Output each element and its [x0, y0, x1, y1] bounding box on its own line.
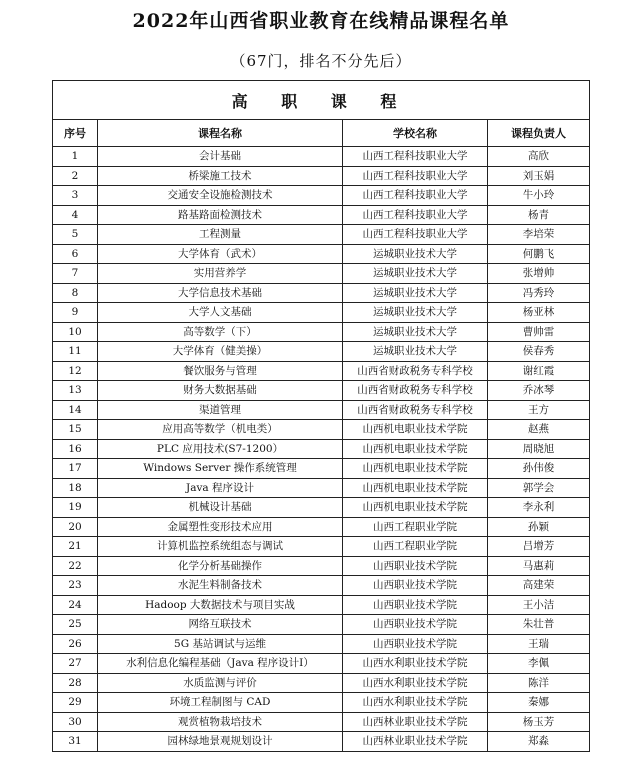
cell-course: 环境工程制图与 CAD [98, 693, 343, 713]
cell-leader: 赵燕 [488, 420, 590, 440]
cell-course: PLC 应用技术(S7-1200） [98, 439, 343, 459]
cell-leader: 牛小玲 [488, 186, 590, 206]
cell-no: 10 [53, 322, 98, 342]
cell-leader: 王瑞 [488, 634, 590, 654]
cell-no: 21 [53, 537, 98, 557]
cell-no: 6 [53, 244, 98, 264]
cell-school: 山西水利职业技术学院 [343, 693, 488, 713]
cell-course: 机械设计基础 [98, 498, 343, 518]
cell-leader: 侯春秀 [488, 342, 590, 362]
cell-leader: 杨亚林 [488, 303, 590, 323]
cell-school: 山西工程科技职业大学 [343, 225, 488, 245]
cell-leader: 李培荣 [488, 225, 590, 245]
cell-no: 26 [53, 634, 98, 654]
cell-no: 17 [53, 459, 98, 479]
cell-school: 山西机电职业技术学院 [343, 478, 488, 498]
cell-course: 交通安全设施检测技术 [98, 186, 343, 206]
table-row [53, 361, 590, 381]
cell-school: 山西水利职业技术学院 [343, 654, 488, 674]
table-row [53, 732, 590, 752]
cell-no: 13 [53, 381, 98, 401]
cell-school: 山西机电职业技术学院 [343, 420, 488, 440]
table-row [53, 498, 590, 518]
cell-course: 水利信息化编程基础（Java 程序设计Ⅰ） [98, 654, 343, 674]
cell-school: 山西林业职业技术学院 [343, 732, 488, 752]
table-row [53, 439, 590, 459]
cell-course: 观赏植物栽培技术 [98, 712, 343, 732]
table-row [53, 537, 590, 557]
cell-no: 11 [53, 342, 98, 362]
cell-leader: 朱壮普 [488, 615, 590, 635]
cell-no: 14 [53, 400, 98, 420]
table-row [53, 322, 590, 342]
cell-leader: 张增帅 [488, 264, 590, 284]
cell-school: 山西职业技术学院 [343, 634, 488, 654]
section-header-row [53, 81, 590, 120]
cell-course: 桥梁施工技术 [98, 166, 343, 186]
cell-leader: 王小洁 [488, 595, 590, 615]
cell-no: 29 [53, 693, 98, 713]
cell-school: 山西机电职业技术学院 [343, 459, 488, 479]
cell-school: 山西省财政税务专科学校 [343, 381, 488, 401]
cell-school: 山西工程科技职业大学 [343, 186, 488, 206]
cell-no: 20 [53, 517, 98, 537]
column-header-row [53, 120, 590, 147]
cell-no: 19 [53, 498, 98, 518]
table-row [53, 205, 590, 225]
cell-leader: 李永利 [488, 498, 590, 518]
cell-course: 大学体育（健美操） [98, 342, 343, 362]
cell-leader: 马惠莉 [488, 556, 590, 576]
cell-no: 25 [53, 615, 98, 635]
cell-course: 金属塑性变形技术应用 [98, 517, 343, 537]
table-row [53, 712, 590, 732]
cell-no: 5 [53, 225, 98, 245]
table-row [53, 673, 590, 693]
cell-course: 计算机监控系统组态与调试 [98, 537, 343, 557]
table-row [53, 420, 590, 440]
table-row [53, 595, 590, 615]
cell-leader: 乔冰琴 [488, 381, 590, 401]
cell-school: 山西机电职业技术学院 [343, 439, 488, 459]
cell-leader: 高建荣 [488, 576, 590, 596]
table-row [53, 478, 590, 498]
cell-no: 3 [53, 186, 98, 206]
cell-school: 山西工程科技职业大学 [343, 166, 488, 186]
cell-school: 山西职业技术学院 [343, 595, 488, 615]
cell-no: 18 [53, 478, 98, 498]
cell-no: 9 [53, 303, 98, 323]
table-row [53, 654, 590, 674]
cell-leader: 郭学会 [488, 478, 590, 498]
cell-school: 山西工程科技职业大学 [343, 147, 488, 167]
table-row [53, 693, 590, 713]
cell-leader: 何鹏飞 [488, 244, 590, 264]
table-row [53, 556, 590, 576]
cell-no: 7 [53, 264, 98, 284]
cell-school: 运城职业技术大学 [343, 244, 488, 264]
cell-school: 山西林业职业技术学院 [343, 712, 488, 732]
cell-course: 大学人文基础 [98, 303, 343, 323]
cell-course: 水泥生料制备技术 [98, 576, 343, 596]
table-row [53, 244, 590, 264]
cell-school: 山西工程职业学院 [343, 517, 488, 537]
table-row [53, 342, 590, 362]
cell-course: Hadoop 大数据技术与项目实战 [98, 595, 343, 615]
section-title: 高 职 课 程 [53, 81, 590, 120]
cell-no: 22 [53, 556, 98, 576]
document-subtitle: （67门，排名不分先后） [230, 52, 412, 70]
cell-no: 31 [53, 732, 98, 752]
cell-school: 山西省财政税务专科学校 [343, 361, 488, 381]
cell-leader: 周晓旭 [488, 439, 590, 459]
cell-course: 餐饮服务与管理 [98, 361, 343, 381]
cell-leader: 秦娜 [488, 693, 590, 713]
cell-course: 渠道管理 [98, 400, 343, 420]
table-row [53, 147, 590, 167]
cell-school: 山西水利职业技术学院 [343, 673, 488, 693]
cell-course: 会计基础 [98, 147, 343, 167]
cell-no: 24 [53, 595, 98, 615]
cell-leader: 高欣 [488, 147, 590, 167]
cell-no: 12 [53, 361, 98, 381]
cell-leader: 谢红霞 [488, 361, 590, 381]
cell-school: 运城职业技术大学 [343, 342, 488, 362]
cell-school: 山西工程科技职业大学 [343, 205, 488, 225]
table-row [53, 283, 590, 303]
cell-course: 高等数学（下） [98, 322, 343, 342]
cell-school: 山西机电职业技术学院 [343, 498, 488, 518]
cell-course: 应用高等数学（机电类） [98, 420, 343, 440]
cell-school: 山西省财政税务专科学校 [343, 400, 488, 420]
column-header-no: 序号 [53, 120, 98, 147]
table-row [53, 517, 590, 537]
column-header-leader: 课程负责人 [488, 120, 590, 147]
cell-course: 化学分析基础操作 [98, 556, 343, 576]
table-row [53, 615, 590, 635]
table-row [53, 400, 590, 420]
cell-no: 2 [53, 166, 98, 186]
cell-no: 16 [53, 439, 98, 459]
column-header-course: 课程名称 [98, 120, 343, 147]
table-row [53, 225, 590, 245]
cell-course: 财务大数据基础 [98, 381, 343, 401]
table-row [53, 264, 590, 284]
cell-leader: 陈洋 [488, 673, 590, 693]
cell-course: 工程测量 [98, 225, 343, 245]
cell-school: 山西职业技术学院 [343, 556, 488, 576]
cell-no: 4 [53, 205, 98, 225]
cell-course: 大学体育（武术） [98, 244, 343, 264]
cell-school: 运城职业技术大学 [343, 303, 488, 323]
cell-school: 运城职业技术大学 [343, 283, 488, 303]
cell-course: 网络互联技术 [98, 615, 343, 635]
table-row [53, 186, 590, 206]
cell-no: 1 [53, 147, 98, 167]
table-row [53, 576, 590, 596]
cell-no: 23 [53, 576, 98, 596]
cell-leader: 冯秀玲 [488, 283, 590, 303]
table-row [53, 303, 590, 323]
cell-school: 山西职业技术学院 [343, 576, 488, 596]
cell-leader: 杨青 [488, 205, 590, 225]
cell-leader: 孙颖 [488, 517, 590, 537]
column-header-school: 学校名称 [343, 120, 488, 147]
table-row [53, 381, 590, 401]
cell-leader: 李佩 [488, 654, 590, 674]
cell-leader: 吕增芳 [488, 537, 590, 557]
table-row [53, 459, 590, 479]
cell-leader: 孙伟俊 [488, 459, 590, 479]
cell-course: 大学信息技术基础 [98, 283, 343, 303]
cell-course: 水质监测与评价 [98, 673, 343, 693]
cell-no: 8 [53, 283, 98, 303]
cell-no: 28 [53, 673, 98, 693]
cell-course: Windows Server 操作系统管理 [98, 459, 343, 479]
cell-no: 15 [53, 420, 98, 440]
cell-course: Java 程序设计 [98, 478, 343, 498]
table-row [53, 166, 590, 186]
cell-course: 园林绿地景观规划设计 [98, 732, 343, 752]
cell-leader: 郑淼 [488, 732, 590, 752]
cell-leader: 王方 [488, 400, 590, 420]
cell-leader: 杨玉芳 [488, 712, 590, 732]
table-row [53, 634, 590, 654]
cell-course: 实用营养学 [98, 264, 343, 284]
cell-school: 山西工程职业学院 [343, 537, 488, 557]
cell-course: 路基路面检测技术 [98, 205, 343, 225]
cell-leader: 曹帅雷 [488, 322, 590, 342]
cell-school: 运城职业技术大学 [343, 264, 488, 284]
cell-course: 5G 基站调试与运维 [98, 634, 343, 654]
cell-school: 山西职业技术学院 [343, 615, 488, 635]
course-table [52, 80, 590, 752]
document-title: 2022年山西省职业教育在线精品课程名单 [132, 10, 510, 32]
cell-no: 30 [53, 712, 98, 732]
cell-school: 运城职业技术大学 [343, 322, 488, 342]
cell-no: 27 [53, 654, 98, 674]
cell-leader: 刘玉娟 [488, 166, 590, 186]
